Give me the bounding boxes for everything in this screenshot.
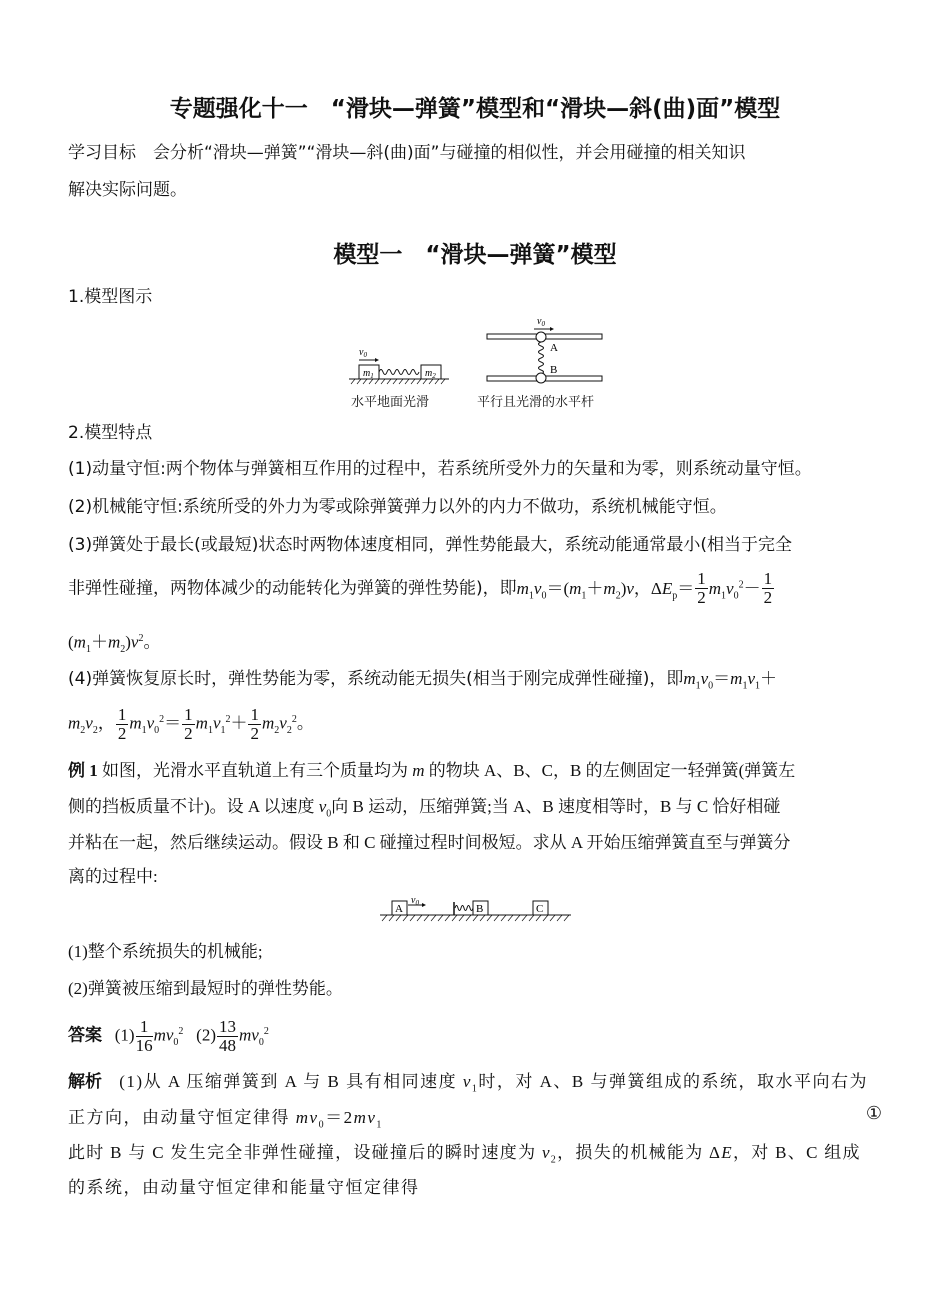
- feature-energy: (2)机械能守恒:系统所受的外力为零或除弹簧弹力以外的内力不做功，系统机械能守恒。: [68, 497, 727, 517]
- svg-text:B: B: [550, 364, 558, 376]
- svg-text:C: C: [536, 903, 544, 915]
- analysis-line1: 解析 (1)从 A 压缩弹簧到 A 与 B 具有相同速度 $v_1$时，对 A、B 与弹簧组成的系统，取水平向右为: [68, 1072, 869, 1095]
- example-figure: [378, 893, 573, 925]
- example-line1: 例 1 如图，光滑水平直轨道上有三个质量均为 m 的物块 A、B、C，B 的左侧固定一轻弹簧(弹簧左: [68, 761, 796, 780]
- answer-line: 答案 (1) $\frac{1}{16}$ $mv_0^2$ (2) $\frac{13}{48}$ $mv_0^2$: [68, 1017, 269, 1055]
- analysis-line4: 的系统，由动量守恒定律和能量守恒定律得: [68, 1178, 420, 1197]
- svg-text:v0: $v_0$: [411, 895, 419, 907]
- example-line2: 侧的挡板质量不计)。设 A 以速度 $v_0$向 B 运动，压缩弹簧;当 A、B 速度相等时，B 与 C 恰好相碰: [68, 797, 781, 820]
- learning-goal-line1: 学习目标 会分析“滑块—弹簧”“滑块—斜(曲)面”与碰撞的相似性，并会用碰撞的相关知识: [68, 143, 746, 163]
- svg-text:m1: $m_1$: [363, 368, 374, 380]
- svg-text:A: A: [395, 903, 403, 915]
- feature-restore-1: (4)弹簧恢复原长时，弹性势能为零，系统动能无损失(相当于刚完成弹性碰撞)，即$m_1v_0=m_1v_1+$: [68, 669, 777, 692]
- question-2: (2)弹簧被压缩到最短时的弹性势能。: [68, 979, 343, 998]
- figure-rod-model: [482, 313, 607, 388]
- section-title: 模型一 “滑块—弹簧”模型: [333, 242, 617, 268]
- analysis-line3: 此时 B 与 C 发生完全非弹性碰撞，设碰撞后的瞬时速度为 $v_2$，损失的机械能为 ΔE，对 B、C 组成: [68, 1143, 861, 1166]
- item-model-figure: 1.模型图示: [68, 287, 153, 307]
- learning-goal-line2: 解决实际问题。: [68, 180, 187, 200]
- page-title: 专题强化十一 “滑块—弹簧”模型和“滑块—斜(曲)面”模型: [169, 96, 781, 122]
- analysis-line2: 正方向，由动量守恒定律得 $mv_0=2mv_1$: [68, 1108, 383, 1131]
- fig2-v0-label: $v_0$: [537, 316, 545, 328]
- figure-floor-model: [345, 340, 455, 390]
- ball-b: [536, 373, 546, 383]
- feature-max-compression-3: $(m_1+m_2)v^2$。: [68, 632, 161, 656]
- svg-text:m2: $m_2$: [425, 368, 436, 380]
- fig-left-caption: 水平地面光滑: [351, 394, 430, 409]
- example-line4: 离的过程中:: [68, 867, 158, 886]
- feature-restore-2: $m_2v_2$， $\frac{1}{2}$ $m_1v_0^2=$ $\frac{1}{2}$ $m_1v_1^2+$ $\frac{1}{2}$ $m_2v_2^2$。: [68, 705, 314, 743]
- feature-max-compression-2: 非弹性碰撞，两物体减少的动能转化为弹簧的弹性势能)，即$m_1v_0=(m_1+m_2)v$，$\Delta E_p=$ $\frac{1}{2}$ $m_1v_0^2-$ $\frac{1}{2}$: [68, 569, 773, 607]
- svg-text:A: A: [550, 342, 558, 354]
- spring-vertical: [539, 342, 544, 374]
- feature-momentum: (1)动量守恒:两个物体与弹簧相互作用的过程中，若系统所受外力的矢量和为零，则系统动量守恒。: [68, 459, 812, 479]
- svg-text:B: B: [476, 903, 484, 915]
- fig-right-caption: 平行且光滑的水平杆: [477, 394, 595, 409]
- example-spring: [455, 906, 473, 911]
- item-model-features: 2.模型特点: [68, 423, 153, 443]
- ball-a: [536, 332, 546, 342]
- question-1: (1)整个系统损失的机械能;: [68, 942, 263, 961]
- example-line3: 并粘在一起，然后继续运动。假设 B 和 C 碰撞过程时间极短。求从 A 开始压缩弹簧直至与弹簧分: [68, 833, 791, 852]
- equation-number-1: ①: [865, 1103, 882, 1123]
- feature-max-compression-1: (3)弹簧处于最长(或最短)状态时两物体速度相同，弹性势能最大，系统动能通常最小(相当于完全: [68, 535, 792, 555]
- spring: [379, 370, 419, 375]
- fig-v0-label: $v_0$: [359, 347, 367, 359]
